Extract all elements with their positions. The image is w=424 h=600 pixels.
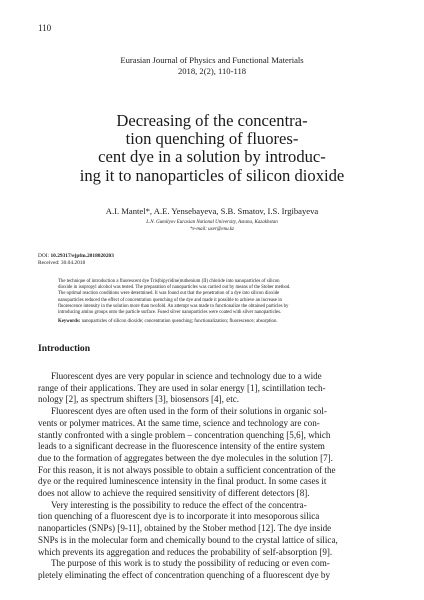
paragraph-line: Very interesting is the possibility to reduce the effect of the concentra- [51,499,307,510]
abstract-line: The technique of introduction a fluorescent dye Tris(bipyridine)ruthenium (II) chloride into nanoparticles of silicon [58,279,280,284]
doi-value[interactable]: 10.29317/ejpfm.2018020203 [50,253,114,259]
received-line [38,260,114,267]
abstract-line: The optimal reaction conditions were determined. It was found out that the penetration of a dye into silicon dioxide [58,291,280,297]
title-line: tion quenching of fluores- [125,129,299,149]
title-line: Decreasing of the concentra- [116,111,308,130]
received-label: Received: [38,260,60,266]
paragraph-line: tion quenching of a fluorescent dye is to incorporate it into mesoporous silica [38,511,320,522]
paragraph-line: The purpose of this work is to study the possibility of reducing or even com- [51,558,330,569]
title-line: cent dye in a solution by introduc- [98,147,326,167]
doi-line [38,253,114,260]
paragraph-line: nology [2], as spectrum shifters [3], biosensors [4], etc. [38,394,240,405]
paragraph-line: stantly confronted with a single problem – concentration quenching [5,6], which [38,429,331,440]
paragraph-line: does not allow to achieve the required sensitivity of different detectors [8]. [38,488,310,499]
body-text [38,371,386,582]
paragraph-line: For this reason, it is not always possible to obtain a sufficient concentration of the [38,464,336,475]
abstract-line: introducing amino groups onto the particle surface. Fused silver nanoparticles were coated with silver nanoparticles. [58,310,282,316]
title-line: ing it to nanoparticles of silicon dioxide [79,165,345,185]
keywords-text: nanoparticles of silicon dioxide; concentration quenching; functionalization; fluorescence; absorption. [81,319,278,325]
keywords [58,319,368,325]
abstract [58,279,368,325]
section-heading-introduction: Introduction [38,343,91,354]
paragraph-line: Fluorescent dyes are very popular in science and technology due to a wide [51,371,322,381]
received-date: 30.04.2018 [60,260,86,266]
paragraph-line: pletely eliminating the effect of concentration quenching of a fluorescent dye by [38,569,330,580]
journal-header [0,55,424,77]
paragraph-line: range of their applications. They are used in solar energy [1], scintillation tech- [38,382,326,393]
paragraph-line: nanoparticles (SNPs) [9-11], obtained by the Stober method [12]. The dye inside [38,523,332,534]
affiliation [0,220,424,233]
paragraph-line: due to the formation of aggregates between the dye molecules in the solution [7]. [38,452,333,463]
journal-citation: 2018, 2(2), 110-118 [177,66,247,76]
affiliation-institution: L.N. Gumilyov Eurasian National University, Astana, Kazakhstan [146,220,278,225]
abstract-line: nanoparticles reduced the effect of concentration quenching of the dye and made it possible to achieve an increase in [58,297,282,303]
paragraph-line: Fluorescent dyes are often used in the form of their solutions in organic sol- [51,406,327,417]
abstract-line: fluorescence intensity in the solution more than twofold. An attempt was made to functionalize the obtained particles by [58,303,289,309]
doi-label: DOI: [38,253,50,259]
author-list: A.I. Mantel*, A.E. Yensebayeva, S.B. Smatov, I.S. Irgibayeva [105,206,319,216]
paragraph-line: leads to a significant decrease in the fluorescence intensity of the entire system [38,441,325,452]
affiliation-email: *e-mail: user@enu.kz [189,226,235,232]
paragraph-line: which prevents its aggregation and reduces the probability of self-absorption [9]. [38,546,333,557]
abstract-line: dioxide in isopropyl alcohol was tested. The preparation of nanoparticles was carried out by means of the Stober method. [58,285,291,291]
article-meta [38,253,114,267]
paper-title [60,112,364,185]
journal-name: Eurasian Journal of Physics and Functional Materials [120,55,304,65]
page-number: 110 [38,23,52,33]
paragraph-line: vents or polymer matrices. At the same time, science and technology are con- [38,417,320,428]
keywords-label: Keywords: [58,319,81,325]
paragraph-line: SNPs is in the molecular form and chemically bound to the crystal lattice of silica, [38,534,338,545]
paragraph-line: dye or the required luminescence intensity in the final product. In some cases it [38,476,327,487]
